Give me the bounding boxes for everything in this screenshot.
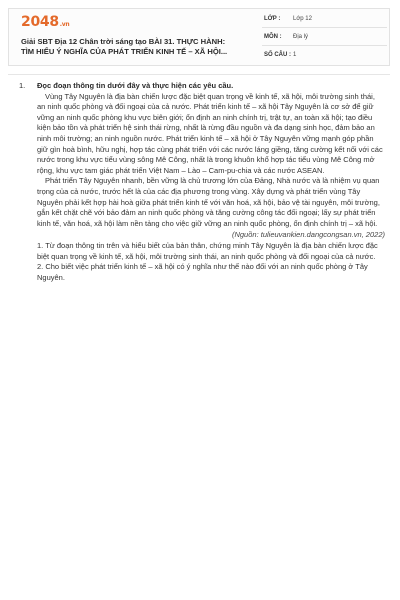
header-divider [8, 74, 390, 75]
task-1: 1. Từ đoạn thông tin trên và hiểu biết của bản thân, chứng minh Tây Nguyên là địa bàn chiến lược đặc biệt quan trọng về kinh tế, xã hội, môi trường sinh thái, an ninh quốc phòng và đối ngoại của cả nước. [37, 240, 378, 261]
document-meta [262, 9, 390, 65]
question-content [19, 81, 385, 283]
task-2: 2. Cho biết việc phát triển kinh tế – xã hội có ý nghĩa như thế nào đối với an ninh quốc phòng ở Tây Nguyên. [37, 262, 368, 282]
question-number: 1. [19, 81, 26, 90]
meta-count-label: SỐ CÂU : [264, 52, 291, 58]
meta-subject-value: Địa lý [293, 34, 309, 40]
meta-count-row [262, 47, 387, 64]
page-title [21, 37, 257, 57]
passage-paragraph-2: Phát triển Tây Nguyên nhanh, bền vững là chủ trương lớn của Đảng, Nhà nước và là nhiệm vụ quan trọng của cả nước, trước hết là của các địa phương trong vùng. Xây dựng và phát triển vùng Tây Nguyên phải kết hợp hài hoà giữa phát triển kinh tế với văn hoá, xã hội, bảo vệ tài nguyên, môi trường, gắn kết chặt chẽ với bảo đảm an ninh quốc phòng và tăng cường công tác đối ngoại; lấy sự phát triển kinh tế, văn hoá, xã hội làm nền tảng cho việc giữ vững an ninh quốc phòng, ổn định chính trị – xã hội. [37, 176, 380, 228]
question-prompt: Đọc đoạn thông tin dưới đây và thực hiện các yêu cầu. [37, 81, 234, 90]
passage-source: (Nguồn: tulieuvankien.dangcongsan.vn, 2022) [231, 230, 385, 240]
meta-class-row [262, 11, 387, 28]
page-title-line-2: TÌM HIỂU Ý NGHĨA CỦA PHÁT TRIỂN KINH TẾ – XÃ HỘI... [21, 47, 228, 56]
meta-count-value: 1 [293, 52, 297, 58]
page-title-line-1: Giải SBT Địa 12 Chân trời sáng tạo BÀI 31. THỰC HÀNH: [21, 37, 226, 46]
meta-class-value: Lớp 12 [293, 16, 312, 22]
meta-subject-label: MÔN : [264, 34, 282, 40]
site-logo[interactable] [21, 14, 69, 33]
meta-class-label: LỚP : [264, 16, 281, 22]
logo-domain: .vn [59, 21, 70, 28]
logo-text: 2048 [21, 14, 59, 30]
meta-subject-row [262, 29, 387, 46]
document-header [8, 8, 390, 66]
question-heading [19, 81, 385, 92]
passage-paragraph-1: Vùng Tây Nguyên là địa bàn chiến lược đặc biệt quan trọng về kinh tế, xã hội, môi trường sinh thái, an ninh quốc phòng và đối ngoại của cả nước. Phát triển kinh tế – xã hội Tây Nguyên là cơ sở để giữ vững an ninh quốc phòng khu vực biên giới; ổn định an ninh chính trị, trật tự, an toàn xã hội; tạo điều kiện bảo tồn và phát triển hệ sinh thái rừng, nhất là rừng đầu nguồn và đa dạng sinh học, đảm bảo an ninh môi trường; an ninh nguồn nước. Phát triển kinh tế – xã hội ở Tây Nguyên vững mạnh góp phần giữ gìn hoà bình, hữu nghị, hợp tác cùng phát triển với các nước láng giềng, tăng cường kết nối với các nước trong khu vực tiểu vùng sông Mê Công, nhất là trong khuôn khổ hợp tác tiểu vùng Mê Công mở rộng, khu vực tam giác phát triển Việt Nam – Lào – Cam-pu-chia và các nước ASEAN. [37, 91, 383, 175]
